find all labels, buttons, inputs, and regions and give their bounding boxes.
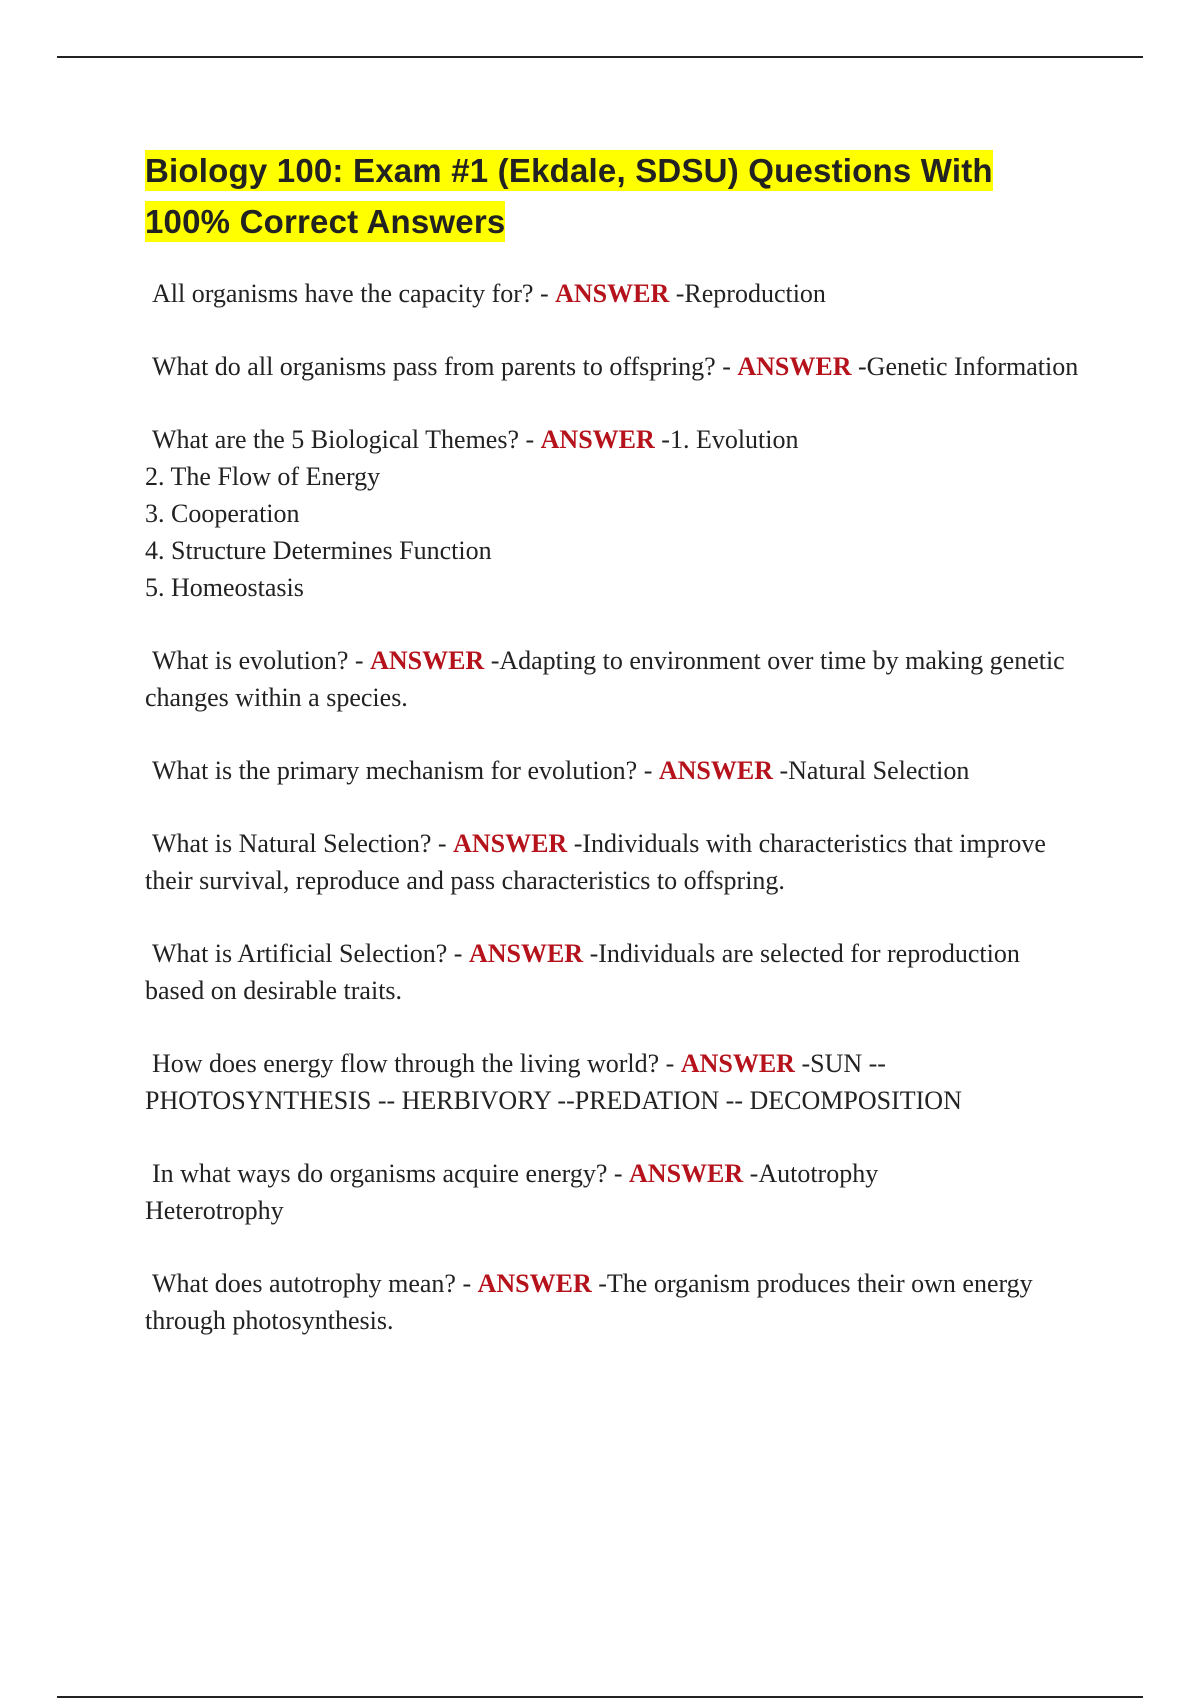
answer-label: ANSWER [540,425,655,454]
qa-item-2 [145,348,1085,385]
answer-label: ANSWER [658,756,773,785]
question-text: In what ways do organisms acquire energy? - [152,1159,630,1188]
answer-text: -SUN -- PHOTOSYNTHESIS -- HERBIVORY --PREDATION -- DECOMPOSITION [145,1049,962,1115]
question-text: What are the 5 Biological Themes? - [152,425,541,454]
answer-label: ANSWER [370,646,485,675]
answer-label: ANSWER [555,279,670,308]
question-text: How does energy flow through the living world? - [152,1049,681,1078]
title-line-2: 100% Correct Answers [145,203,506,240]
qa-item-3 [145,421,1085,606]
answer-label: ANSWER [680,1049,795,1078]
answer-text: -Autotrophy [749,1159,879,1188]
qa-item-10 [145,1265,1085,1339]
answer-text: -Reproduction [675,279,826,308]
list-item: 5. Homeostasis [145,573,304,602]
qa-item-6 [145,825,1085,899]
question-text: What is Artificial Selection? - [152,939,469,968]
answer-label: ANSWER [477,1269,592,1298]
answer-text: -1. Evolution [661,425,799,454]
qa-item-1 [145,275,1085,312]
question-text: What does autotrophy mean? - [152,1269,478,1298]
qa-item-8 [145,1045,1085,1119]
qa-item-7 [145,935,1085,1009]
document-title [145,145,1085,247]
answer-label: ANSWER [468,939,584,968]
question-text: All organisms have the capacity for? - [152,279,556,308]
answer-text: -Natural Selection [779,756,970,785]
question-text: What do all organisms pass from parents to offspring? - [152,352,738,381]
answer-text: -Individuals are selected for reproduction based on desirable traits. [145,939,1020,1005]
list-item: 4. Structure Determines Function [145,536,492,565]
bottom-divider [57,1696,1143,1698]
answer-text: -Genetic Information [858,352,1079,381]
document-body [145,145,1085,1375]
title-line-1: Biology 100: Exam #1 (Ekdale, SDSU) Questions With [145,152,993,189]
list-item: 2. The Flow of Energy [145,462,381,491]
answer-label: ANSWER [453,829,568,858]
question-text: What is evolution? - [152,646,371,675]
answer-text: -Individuals with characteristics that improve their survival, reproduce and pass characteristics to offspring. [145,829,1046,895]
answer-label: ANSWER [737,352,852,381]
top-divider [57,56,1143,58]
list-item: 3. Cooperation [145,499,300,528]
answer-text: -The organism produces their own energy through photosynthesis. [145,1269,1033,1335]
question-text: What is Natural Selection? - [152,829,454,858]
qa-item-5 [145,752,1085,789]
qa-item-9 [145,1155,1085,1229]
question-text: What is the primary mechanism for evolution? - [152,756,659,785]
title-highlight [145,150,993,242]
answer-text: -Adapting to environment over time by making genetic changes within a species. [145,646,1065,712]
answer-label: ANSWER [629,1159,744,1188]
qa-item-4 [145,642,1085,716]
list-item: Heterotrophy [145,1196,284,1225]
